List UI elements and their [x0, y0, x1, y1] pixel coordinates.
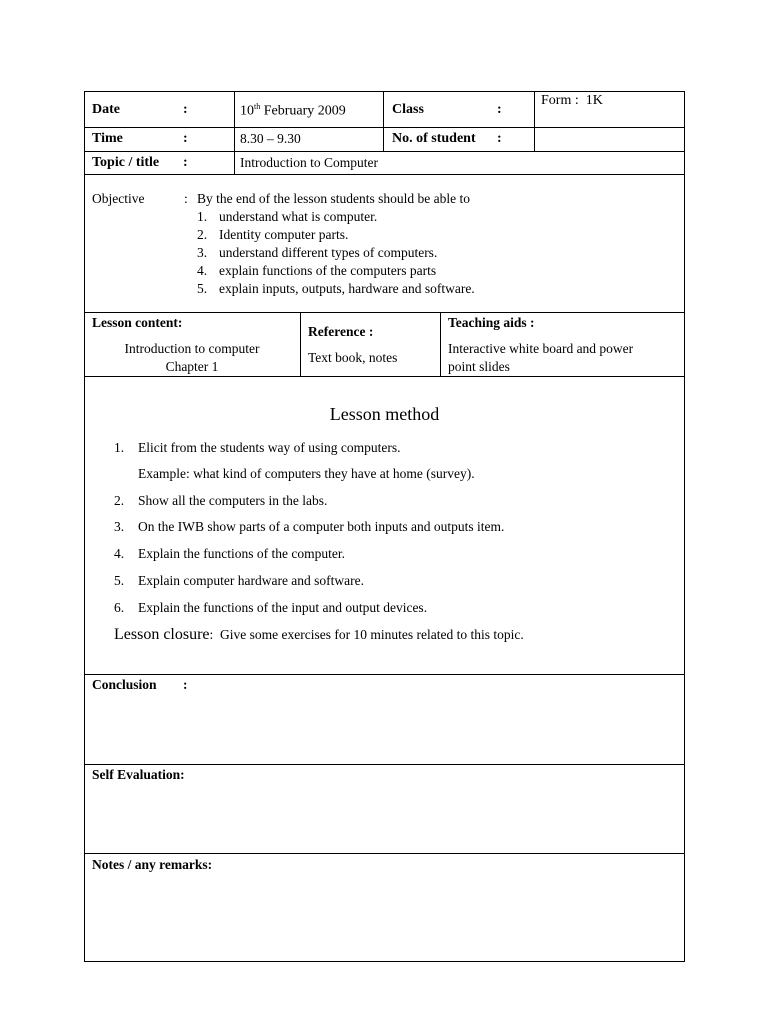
class-colon: : — [497, 102, 502, 117]
method-step: 6. Explain the functions of the input and output devices. — [114, 600, 428, 615]
teaching-aids-line2: point slides — [448, 359, 510, 374]
row-divider — [84, 174, 685, 175]
objective-item: 3. understand different types of computers. — [197, 245, 438, 260]
lesson-method-title: Lesson method — [329, 404, 440, 424]
row-divider — [84, 376, 685, 377]
col-divider — [300, 312, 301, 376]
method-example: Example: what kind of computers they have at home (survey). — [138, 466, 475, 481]
teaching-aids-line1: Interactive white board and power — [448, 341, 634, 356]
row-divider — [84, 674, 685, 675]
col-divider — [440, 312, 441, 376]
row-divider — [84, 151, 685, 152]
conclusion-colon: : — [183, 677, 188, 692]
time-label: Time — [92, 131, 123, 146]
col-divider — [234, 91, 235, 174]
class-label: Class — [392, 102, 424, 117]
date-colon: : — [183, 102, 188, 117]
method-step: 2. Show all the computers in the labs. — [114, 493, 328, 508]
students-label: No. of student — [392, 131, 476, 146]
students-colon: : — [497, 131, 502, 146]
teaching-aids-label: Teaching aids : — [448, 315, 535, 330]
row-divider — [84, 312, 685, 313]
method-step: 4. Explain the functions of the computer. — [114, 546, 345, 561]
conclusion-label: Conclusion — [92, 677, 157, 692]
row-divider — [84, 764, 685, 765]
lesson-content-label: Lesson content: — [92, 315, 183, 330]
method-step: 3. On the IWB show parts of a computer both inputs and outputs item. — [114, 519, 505, 534]
topic-value: Introduction to Computer — [240, 155, 378, 170]
lesson-closure: Lesson closure: Give some exercises for 10 minutes related to this topic. — [114, 626, 524, 643]
date-value: 10th February 2009 — [240, 102, 346, 119]
self-evaluation-label: Self Evaluation: — [92, 767, 185, 782]
form-value: Form : 1K — [541, 93, 603, 108]
method-step: 1. Elicit from the students way of using computers. — [114, 440, 401, 455]
reference-label: Reference : — [308, 324, 374, 339]
objective-item: 4. explain functions of the computers parts — [197, 263, 437, 278]
row-divider — [84, 127, 685, 128]
topic-colon: : — [183, 155, 188, 170]
objective-item: 5. explain inputs, outputs, hardware and software. — [197, 281, 475, 296]
col-divider — [383, 91, 384, 151]
objective-colon: : — [184, 191, 188, 206]
objective-item: 1. understand what is computer. — [197, 209, 378, 224]
row-divider — [84, 853, 685, 854]
lesson-content-line1: Introduction to computer — [124, 341, 260, 356]
lesson-content-line2: Chapter 1 — [165, 359, 219, 374]
method-step: 5. Explain computer hardware and software. — [114, 573, 365, 588]
notes-label: Notes / any remarks: — [92, 857, 213, 872]
topic-label: Topic / title — [92, 155, 160, 170]
objective-item: 2. Identity computer parts. — [197, 227, 349, 242]
time-colon: : — [183, 131, 188, 146]
date-label: Date — [92, 102, 120, 117]
col-divider — [534, 91, 535, 151]
objective-label: Objective — [92, 191, 145, 206]
objective-intro: By the end of the lesson students should be able to — [197, 191, 470, 206]
time-value: 8.30 – 9.30 — [240, 131, 301, 146]
reference-value: Text book, notes — [308, 350, 398, 365]
